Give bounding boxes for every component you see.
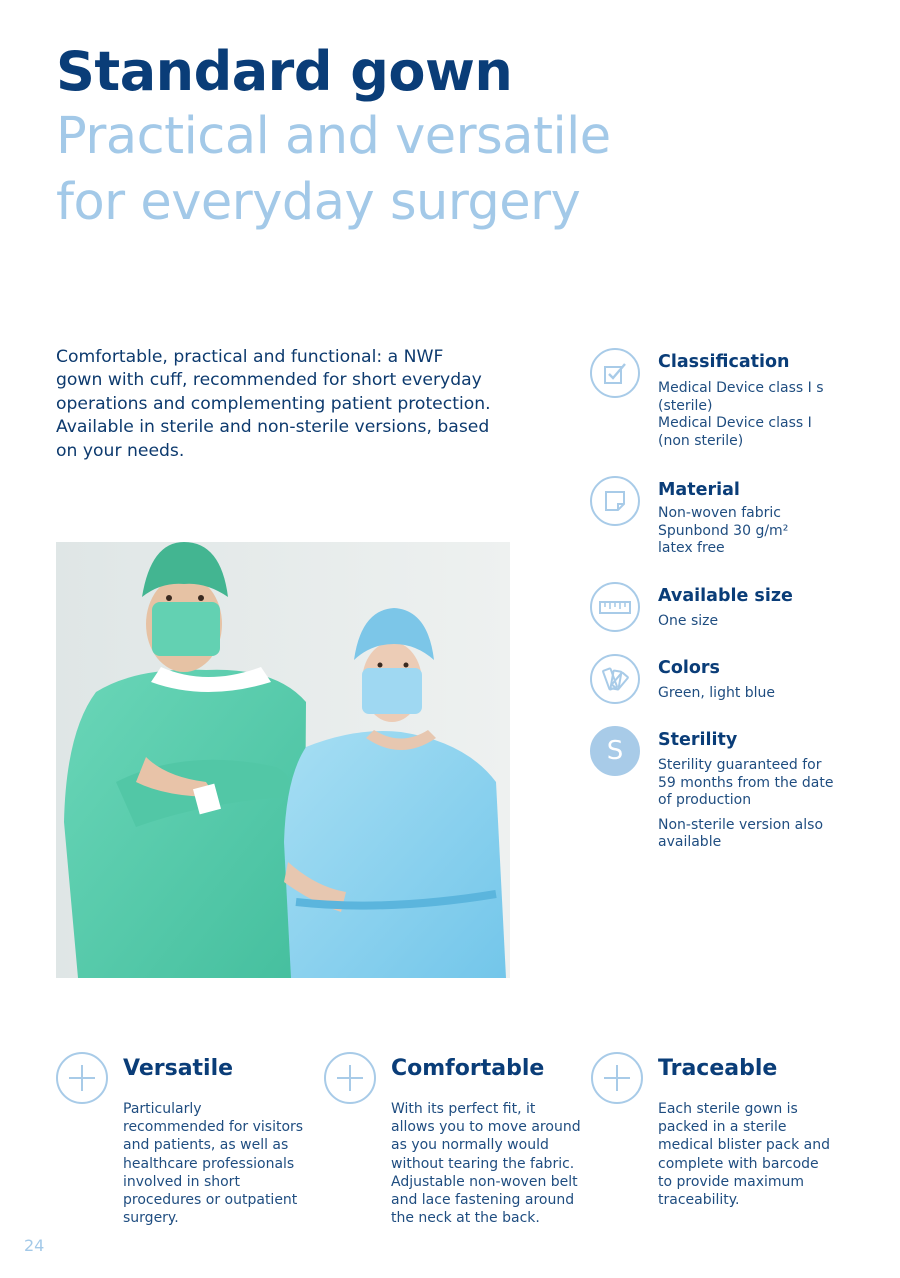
plus-icon [324,1052,376,1104]
feature-line: Adjustable non-woven belt [391,1173,578,1190]
spec-line: Non-sterile version also [658,816,824,833]
spec-description [658,380,848,450]
feature-line: healthcare professionals [123,1155,295,1172]
spec-title: Colors [658,658,720,678]
spec-line: (sterile) [658,397,713,414]
color-swatch-icon [590,654,640,704]
feature-line: involved in short [123,1173,240,1190]
spec-line: available [658,834,722,851]
feature-description [123,1100,313,1227]
page-title: Standard gown [56,40,513,103]
feature-description [658,1100,848,1209]
intro-line: Comfortable, practical and functional: a NWF [56,347,444,367]
feature-line: the neck at the back. [391,1210,540,1227]
spec-description [658,685,848,703]
spec-title: Material [658,480,740,500]
spec-line: One size [658,613,719,629]
spec-title: Available size [658,586,793,606]
spec-line: Sterility guaranteed for [658,757,822,773]
feature-line: and lace fastening around [391,1192,575,1209]
sterility-badge-icon: S [590,726,640,776]
spec-description [658,613,848,631]
plus-icon [591,1052,643,1104]
feature-line: as you normally would [391,1137,549,1154]
spec-line: Green, light blue [658,685,776,701]
checkbox-icon [590,348,640,398]
feature-line: Each sterile gown is [658,1101,798,1117]
feature-line: to provide maximum [658,1173,805,1190]
spec-description [658,505,848,558]
spec-line: latex free [658,540,725,557]
feature-line: and patients, as well as [123,1137,289,1154]
ruler-icon [590,582,640,632]
spec-line: of production [658,792,752,809]
intro-line: operations and complementing patient protection. [56,393,491,414]
feature-line: With its perfect fit, it [391,1101,536,1117]
subtitle-line: Practical and versatile [56,107,611,166]
feature-description [391,1100,581,1227]
product-photo [56,542,510,978]
page-number: 24 [24,1236,45,1255]
spec-line: Non-woven fabric [658,505,781,521]
intro-line: gown with cuff, recommended for short everyday [56,370,482,391]
feature-line: recommended for visitors [123,1119,304,1136]
feature-line: procedures or outpatient [123,1192,298,1209]
intro-paragraph [56,346,526,463]
plus-icon [56,1052,108,1104]
spec-line: Medical Device class I [658,415,812,432]
spec-line: (non sterile) [658,432,744,449]
page-subtitle [56,104,611,236]
spec-line: Spunbond 30 g/m² [658,522,789,539]
spec-title: Classification [658,352,790,372]
feature-title: Versatile [123,1056,234,1081]
feature-line: complete with barcode [658,1155,819,1172]
spec-title: Sterility [658,730,738,750]
feature-line: allows you to move around [391,1119,581,1136]
spec-description [658,757,848,852]
spec-line: 59 months from the date [658,774,834,791]
feature-title: Comfortable [391,1056,545,1081]
subtitle-line: for everyday surgery [56,173,581,232]
feature-line: traceability. [658,1192,740,1209]
feature-line: medical blister pack and [658,1137,830,1154]
fabric-sheet-icon [590,476,640,526]
spec-line: Medical Device class I s [658,380,824,396]
feature-line: Particularly [123,1101,202,1117]
feature-line: surgery. [123,1210,179,1227]
intro-line: Available in sterile and non-sterile versions, based [56,417,490,438]
feature-line: without tearing the fabric. [391,1155,575,1172]
feature-title: Traceable [658,1056,778,1081]
intro-line: on your needs. [56,440,185,461]
feature-line: packed in a sterile [658,1119,787,1136]
